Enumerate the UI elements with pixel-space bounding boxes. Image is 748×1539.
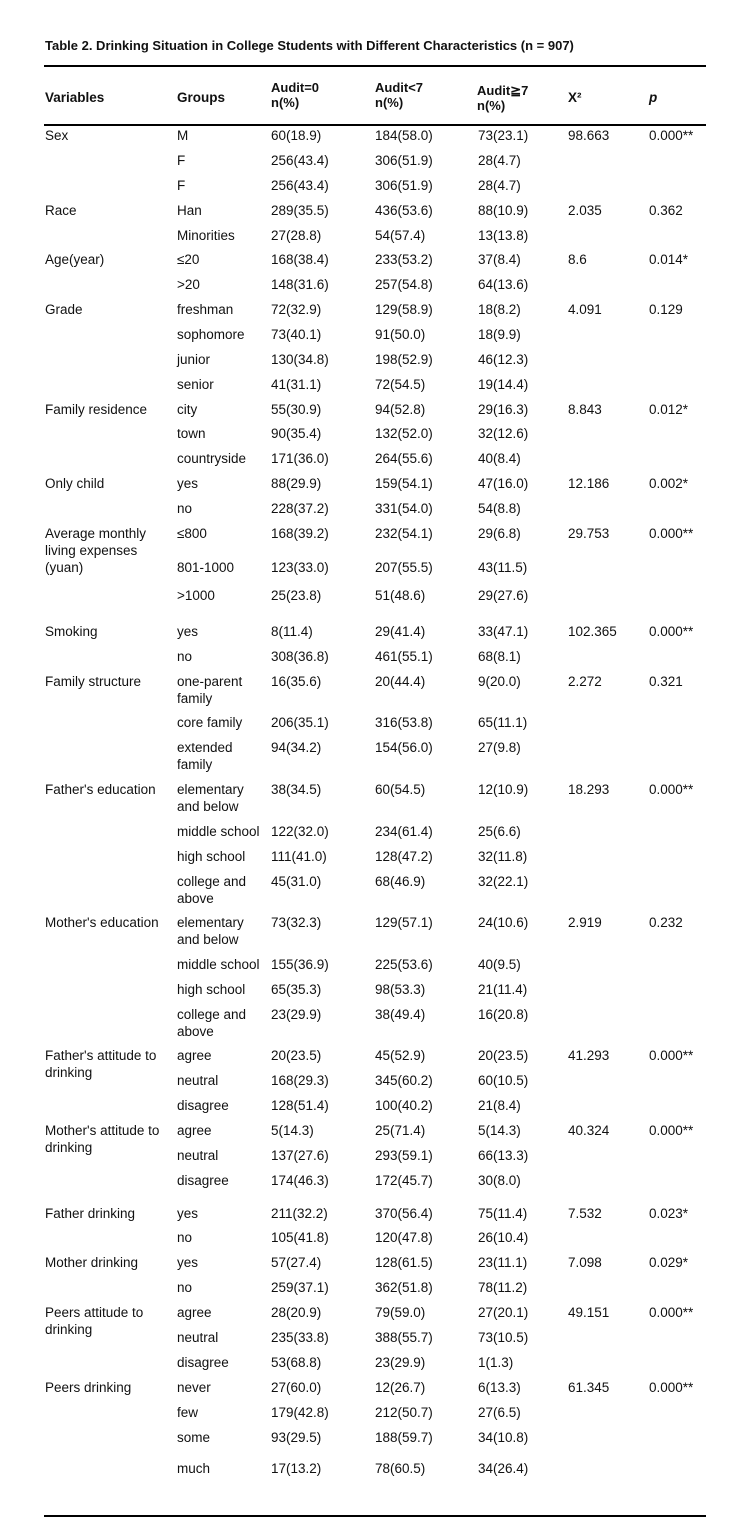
header-chi-square: X² [568, 90, 582, 105]
cell-audit-lt7: 232(54.1) [375, 526, 433, 541]
cell-group: college and above [177, 874, 247, 906]
cell-audit-lt7: 159(54.1) [375, 476, 433, 491]
cell-variable: Sex [45, 128, 69, 143]
cell-audit-lt7: 51(48.6) [375, 588, 426, 603]
cell-group: senior [177, 377, 214, 392]
cell-variable: Family structure [45, 674, 142, 689]
cell-audit-ge7: 5(14.3) [478, 1123, 521, 1138]
cell-audit-0: 308(36.8) [271, 649, 329, 664]
cell-audit-0: 148(31.6) [271, 277, 329, 292]
cell-audit-lt7: 129(58.9) [375, 302, 433, 317]
table-bottom-rule [44, 1515, 706, 1517]
cell-group: high school [177, 849, 246, 864]
cell-group: middle school [177, 957, 260, 972]
cell-p-value: 0.000** [649, 624, 694, 639]
cell-audit-0: 130(34.8) [271, 352, 329, 367]
cell-audit-ge7: 27(20.1) [478, 1305, 529, 1320]
cell-audit-0: 65(35.3) [271, 982, 322, 997]
cell-group: neutral [177, 1073, 219, 1088]
cell-audit-0: 17(13.2) [271, 1461, 322, 1476]
cell-audit-lt7: 91(50.0) [375, 327, 426, 342]
cell-group: some [177, 1430, 211, 1445]
header-audit-lt7-unit: n(%) [375, 95, 404, 110]
cell-group: Han [177, 203, 202, 218]
cell-audit-ge7: 13(13.8) [478, 228, 529, 243]
cell-audit-ge7: 20(23.5) [478, 1048, 529, 1063]
cell-group: yes [177, 476, 199, 491]
cell-audit-0: 179(42.8) [271, 1405, 329, 1420]
cell-audit-lt7: 72(54.5) [375, 377, 426, 392]
cell-group: 801-1000 [177, 560, 235, 575]
cell-group: M [177, 128, 189, 143]
cell-audit-lt7: 128(61.5) [375, 1255, 433, 1270]
cell-group: one-parent family [177, 674, 243, 706]
header-audit-0-unit: n(%) [271, 95, 300, 110]
cell-group: yes [177, 1206, 199, 1221]
cell-audit-lt7: 25(71.4) [375, 1123, 426, 1138]
cell-group: ≤20 [177, 252, 200, 267]
cell-audit-ge7: 73(10.5) [478, 1330, 529, 1345]
cell-audit-lt7: 172(45.7) [375, 1173, 433, 1188]
cell-group: city [177, 402, 198, 417]
cell-audit-0: 20(23.5) [271, 1048, 322, 1063]
cell-audit-lt7: 234(61.4) [375, 824, 433, 839]
cell-group: disagree [177, 1173, 229, 1188]
cell-chi-square: 98.663 [568, 128, 610, 143]
cell-group: F [177, 178, 186, 193]
cell-chi-square: 41.293 [568, 1048, 610, 1063]
cell-audit-ge7: 29(27.6) [478, 588, 529, 603]
cell-audit-0: 206(35.1) [271, 715, 329, 730]
cell-group: neutral [177, 1330, 219, 1345]
cell-audit-0: 211(32.2) [271, 1206, 328, 1221]
cell-audit-lt7: 184(58.0) [375, 128, 433, 143]
cell-audit-0: 105(41.8) [271, 1230, 329, 1245]
cell-p-value: 0.029* [649, 1255, 689, 1270]
cell-group: >1000 [177, 588, 215, 603]
cell-audit-ge7: 88(10.9) [478, 203, 529, 218]
cell-chi-square: 2.919 [568, 915, 602, 930]
cell-audit-0: 228(37.2) [271, 501, 329, 516]
cell-audit-lt7: 12(26.7) [375, 1380, 426, 1395]
cell-audit-0: 168(39.2) [271, 526, 329, 541]
cell-variable: Family residence [45, 402, 148, 417]
cell-audit-0: 259(37.1) [271, 1280, 329, 1295]
cell-audit-lt7: 306(51.9) [375, 153, 433, 168]
header-audit-0-label: Audit=0 [271, 80, 320, 95]
cell-audit-0: 90(35.4) [271, 426, 322, 441]
cell-audit-lt7: 29(41.4) [375, 624, 426, 639]
cell-audit-lt7: 38(49.4) [375, 1007, 426, 1022]
table-caption: Table 2. Drinking Situation in College Students with Different Characteristics (n = 907) [45, 38, 574, 53]
cell-audit-ge7: 32(12.6) [478, 426, 529, 441]
cell-audit-lt7: 316(53.8) [375, 715, 433, 730]
cell-group: agree [177, 1305, 212, 1320]
cell-audit-lt7: 54(57.4) [375, 228, 426, 243]
cell-variable: Peers attitude to drinking [45, 1305, 144, 1337]
cell-audit-0: 57(27.4) [271, 1255, 322, 1270]
cell-audit-0: 73(40.1) [271, 327, 322, 342]
cell-audit-ge7: 27(6.5) [478, 1405, 521, 1420]
cell-group: middle school [177, 824, 260, 839]
cell-audit-0: 27(60.0) [271, 1380, 322, 1395]
cell-variable: Only child [45, 476, 105, 491]
cell-chi-square: 7.098 [568, 1255, 602, 1270]
cell-audit-ge7: 29(6.8) [478, 526, 521, 541]
cell-group: never [177, 1380, 211, 1395]
cell-audit-0: 16(35.6) [271, 674, 322, 689]
cell-group: agree [177, 1123, 212, 1138]
cell-group: high school [177, 982, 246, 997]
cell-audit-lt7: 388(55.7) [375, 1330, 433, 1345]
cell-audit-lt7: 20(44.4) [375, 674, 426, 689]
cell-audit-lt7: 132(52.0) [375, 426, 433, 441]
cell-audit-ge7: 78(11.2) [478, 1280, 528, 1295]
cell-audit-ge7: 18(9.9) [478, 327, 521, 342]
cell-audit-ge7: 27(9.8) [478, 740, 521, 755]
cell-variable: Average monthly living expenses (yuan) [45, 526, 147, 575]
cell-audit-ge7: 34(26.4) [478, 1461, 529, 1476]
header-audit-ge7-unit: n(%) [477, 98, 506, 113]
cell-audit-lt7: 188(59.7) [375, 1430, 433, 1445]
header-variables: Variables [45, 90, 105, 105]
cell-group: countryside [177, 451, 247, 466]
cell-p-value: 0.000** [649, 526, 694, 541]
cell-group: junior [177, 352, 211, 367]
cell-chi-square: 8.843 [568, 402, 602, 417]
cell-group: extended family [177, 740, 233, 772]
cell-audit-lt7: 98(53.3) [375, 982, 426, 997]
cell-audit-0: 72(32.9) [271, 302, 322, 317]
cell-variable: Father's attitude to drinking [45, 1048, 157, 1080]
cell-audit-ge7: 23(11.1) [478, 1255, 528, 1270]
cell-audit-0: 73(32.3) [271, 915, 322, 930]
cell-audit-ge7: 34(10.8) [478, 1430, 529, 1445]
cell-p-value: 0.232 [649, 915, 683, 930]
cell-p-value: 0.000** [649, 1123, 694, 1138]
cell-audit-ge7: 33(47.1) [478, 624, 529, 639]
cell-audit-ge7: 32(22.1) [478, 874, 529, 889]
cell-chi-square: 102.365 [568, 624, 617, 639]
cell-audit-lt7: 293(59.1) [375, 1148, 433, 1163]
cell-audit-lt7: 436(53.6) [375, 203, 433, 218]
cell-group: much [177, 1461, 211, 1476]
cell-audit-lt7: 154(56.0) [375, 740, 433, 755]
cell-audit-0: 111(41.0) [271, 849, 327, 864]
cell-audit-0: 289(35.5) [271, 203, 329, 218]
cell-audit-0: 155(36.9) [271, 957, 329, 972]
cell-audit-ge7: 54(8.8) [478, 501, 521, 516]
cell-audit-0: 5(14.3) [271, 1123, 314, 1138]
cell-audit-0: 256(43.4) [271, 178, 329, 193]
cell-p-value: 0.321 [649, 674, 683, 689]
cell-chi-square: 18.293 [568, 782, 610, 797]
cell-p-value: 0.023* [649, 1206, 689, 1221]
cell-audit-0: 137(27.6) [271, 1148, 329, 1163]
cell-group: town [177, 426, 206, 441]
cell-audit-ge7: 60(10.5) [478, 1073, 529, 1088]
cell-audit-ge7: 21(11.4) [478, 982, 528, 997]
cell-audit-lt7: 128(47.2) [375, 849, 433, 864]
cell-audit-0: 174(46.3) [271, 1173, 329, 1188]
cell-audit-0: 41(31.1) [271, 377, 322, 392]
cell-chi-square: 2.035 [568, 203, 602, 218]
cell-p-value: 0.000** [649, 782, 694, 797]
cell-audit-0: 256(43.4) [271, 153, 329, 168]
cell-audit-lt7: 362(51.8) [375, 1280, 433, 1295]
cell-group: no [177, 1230, 193, 1245]
cell-group: yes [177, 1255, 199, 1270]
cell-variable: Race [45, 203, 77, 218]
cell-audit-lt7: 207(55.5) [375, 560, 433, 575]
cell-audit-0: 23(29.9) [271, 1007, 322, 1022]
cell-audit-ge7: 43(11.5) [478, 560, 528, 575]
cell-group: college and above [177, 1007, 247, 1039]
cell-audit-0: 171(36.0) [271, 451, 329, 466]
cell-variable: Peers drinking [45, 1380, 132, 1395]
cell-group: Minorities [177, 228, 235, 243]
cell-audit-ge7: 26(10.4) [478, 1230, 529, 1245]
cell-group: core family [177, 715, 243, 730]
cell-p-value: 0.000** [649, 1048, 694, 1063]
cell-audit-lt7: 306(51.9) [375, 178, 433, 193]
cell-audit-ge7: 65(11.1) [478, 715, 528, 730]
cell-audit-0: 53(68.8) [271, 1355, 322, 1370]
cell-group: F [177, 153, 186, 168]
cell-audit-ge7: 1(1.3) [478, 1355, 514, 1370]
cell-variable: Age(year) [45, 252, 105, 267]
cell-group: no [177, 501, 193, 516]
cell-variable: Smoking [45, 624, 98, 639]
cell-p-value: 0.012* [649, 402, 689, 417]
cell-p-value: 0.014* [649, 252, 689, 267]
cell-audit-ge7: 21(8.4) [478, 1098, 521, 1113]
cell-audit-ge7: 32(11.8) [478, 849, 528, 864]
cell-audit-ge7: 66(13.3) [478, 1148, 529, 1163]
cell-audit-lt7: 461(55.1) [375, 649, 433, 664]
cell-p-value: 0.129 [649, 302, 683, 317]
cell-audit-0: 60(18.9) [271, 128, 322, 143]
cell-chi-square: 8.6 [568, 252, 587, 267]
cell-audit-0: 27(28.8) [271, 228, 322, 243]
cell-audit-lt7: 198(52.9) [375, 352, 433, 367]
cell-audit-lt7: 60(54.5) [375, 782, 426, 797]
header-groups: Groups [177, 90, 226, 105]
cell-group: few [177, 1405, 199, 1420]
cell-chi-square: 12.186 [568, 476, 610, 491]
cell-p-value: 0.000** [649, 128, 694, 143]
cell-variable: Mother's education [45, 915, 159, 930]
cell-audit-0: 55(30.9) [271, 402, 322, 417]
cell-audit-lt7: 94(52.8) [375, 402, 426, 417]
cell-chi-square: 40.324 [568, 1123, 610, 1138]
cell-group: >20 [177, 277, 200, 292]
cell-audit-ge7: 40(8.4) [478, 451, 521, 466]
cell-group: no [177, 649, 193, 664]
cell-chi-square: 29.753 [568, 526, 610, 541]
cell-group: no [177, 1280, 193, 1295]
header-audit-lt7-label: Audit<7 [375, 80, 424, 95]
cell-audit-lt7: 233(53.2) [375, 252, 433, 267]
cell-chi-square: 2.272 [568, 674, 602, 689]
cell-audit-ge7: 37(8.4) [478, 252, 521, 267]
cell-audit-ge7: 9(20.0) [478, 674, 521, 689]
cell-audit-ge7: 68(8.1) [478, 649, 521, 664]
cell-audit-ge7: 16(20.8) [478, 1007, 529, 1022]
cell-audit-lt7: 68(46.9) [375, 874, 426, 889]
cell-audit-lt7: 79(59.0) [375, 1305, 426, 1320]
cell-audit-lt7: 100(40.2) [375, 1098, 433, 1113]
cell-audit-ge7: 6(13.3) [478, 1380, 521, 1395]
cell-audit-0: 38(34.5) [271, 782, 322, 797]
cell-audit-lt7: 257(54.8) [375, 277, 433, 292]
cell-group: freshman [177, 302, 234, 317]
cell-variable: Grade [45, 302, 83, 317]
header-p-value: p [649, 90, 658, 105]
cell-p-value: 0.002* [649, 476, 689, 491]
header-audit-ge7-label: Audit≧7 [477, 83, 529, 98]
cell-chi-square: 7.532 [568, 1206, 602, 1221]
cell-audit-lt7: 129(57.1) [375, 915, 433, 930]
cell-audit-lt7: 264(55.6) [375, 451, 433, 466]
cell-audit-ge7: 46(12.3) [478, 352, 529, 367]
cell-audit-lt7: 225(53.6) [375, 957, 433, 972]
cell-audit-ge7: 29(16.3) [478, 402, 529, 417]
cell-audit-lt7: 78(60.5) [375, 1461, 426, 1476]
cell-audit-ge7: 28(4.7) [478, 153, 521, 168]
cell-audit-lt7: 45(52.9) [375, 1048, 426, 1063]
cell-variable: Father's education [45, 782, 156, 797]
cell-audit-ge7: 18(8.2) [478, 302, 521, 317]
cell-audit-ge7: 73(23.1) [478, 128, 529, 143]
cell-audit-0: 168(29.3) [271, 1073, 329, 1088]
cell-audit-0: 45(31.0) [271, 874, 322, 889]
cell-p-value: 0.000** [649, 1305, 694, 1320]
cell-audit-lt7: 370(56.4) [375, 1206, 433, 1221]
cell-chi-square: 4.091 [568, 302, 602, 317]
cell-audit-lt7: 331(54.0) [375, 501, 433, 516]
cell-audit-ge7: 19(14.4) [478, 377, 529, 392]
cell-group: disagree [177, 1098, 229, 1113]
cell-audit-0: 123(33.0) [271, 560, 329, 575]
cell-chi-square: 61.345 [568, 1380, 610, 1395]
cell-audit-ge7: 25(6.6) [478, 824, 521, 839]
cell-audit-lt7: 120(47.8) [375, 1230, 433, 1245]
cell-group: elementary and below [177, 915, 244, 947]
cell-group: sophomore [177, 327, 245, 342]
cell-group: disagree [177, 1355, 229, 1370]
cell-group: ≤800 [177, 526, 207, 541]
cell-audit-lt7: 212(50.7) [375, 1405, 433, 1420]
cell-audit-0: 25(23.8) [271, 588, 322, 603]
cell-audit-ge7: 30(8.0) [478, 1173, 521, 1188]
cell-audit-0: 168(38.4) [271, 252, 329, 267]
cell-variable: Father drinking [45, 1206, 136, 1221]
cell-group: yes [177, 624, 199, 639]
cell-p-value: 0.000** [649, 1380, 694, 1395]
cell-audit-0: 93(29.5) [271, 1430, 322, 1445]
cell-p-value: 0.362 [649, 203, 683, 218]
cell-audit-ge7: 28(4.7) [478, 178, 521, 193]
cell-audit-lt7: 23(29.9) [375, 1355, 426, 1370]
cell-audit-0: 8(11.4) [271, 624, 313, 639]
cell-variable: Mother's attitude to drinking [45, 1123, 160, 1155]
cell-audit-0: 128(51.4) [271, 1098, 329, 1113]
cell-audit-lt7: 345(60.2) [375, 1073, 433, 1088]
cell-group: agree [177, 1048, 212, 1063]
cell-audit-ge7: 12(10.9) [478, 782, 529, 797]
cell-audit-ge7: 75(11.4) [478, 1206, 528, 1221]
cell-variable: Mother drinking [45, 1255, 139, 1270]
cell-audit-ge7: 40(9.5) [478, 957, 521, 972]
cell-audit-0: 122(32.0) [271, 824, 329, 839]
cell-audit-ge7: 64(13.6) [478, 277, 529, 292]
cell-group: neutral [177, 1148, 219, 1163]
cell-chi-square: 49.151 [568, 1305, 610, 1320]
cell-audit-0: 235(33.8) [271, 1330, 329, 1345]
cell-audit-ge7: 47(16.0) [478, 476, 529, 491]
cell-audit-0: 88(29.9) [271, 476, 322, 491]
cell-audit-0: 94(34.2) [271, 740, 322, 755]
cell-group: elementary and below [177, 782, 244, 814]
cell-audit-0: 28(20.9) [271, 1305, 322, 1320]
cell-audit-ge7: 24(10.6) [478, 915, 529, 930]
